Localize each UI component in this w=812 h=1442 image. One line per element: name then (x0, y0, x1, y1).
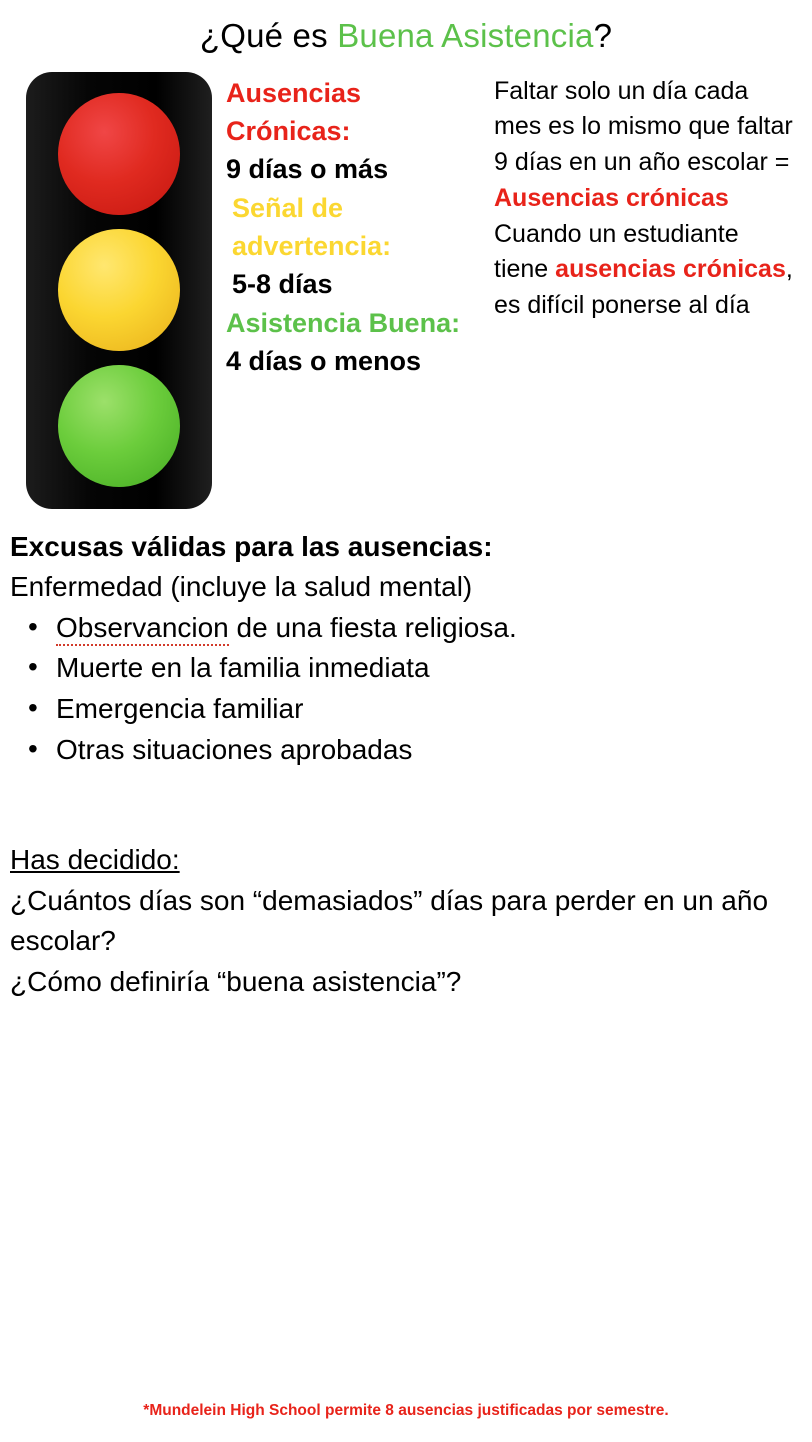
page-title (0, 0, 812, 56)
explanation-emphasis-1: Ausencias crónicas (494, 183, 729, 212)
excuses-heading: Excusas válidas para las ausencias: (10, 530, 493, 562)
red-lamp-icon (58, 93, 180, 215)
green-lamp-icon (58, 365, 180, 487)
misspelled-word: Observancion (56, 612, 229, 646)
title-suffix: ? (593, 17, 613, 54)
list-item-text: Emergencia familiar (56, 692, 304, 724)
decision-heading: Has decidido: (10, 844, 180, 876)
traffic-light-icon (26, 72, 212, 509)
footnote: *Mundelein High School permite 8 ausencias justificadas por semestre. (143, 1402, 669, 1419)
list-item (52, 648, 796, 689)
decision-question-1: ¿Cuántos días son “demasiados” días para perder en un año escolar? (10, 884, 769, 957)
decision-question-2: ¿Cómo definiría “buena asistencia”? (10, 965, 462, 997)
explanation-line-1: Faltar solo un día cada mes es lo mismo que faltar 9 días en un año escolar = (494, 76, 793, 177)
title-prefix: ¿Qué es (199, 17, 338, 54)
list-item-text: Muerte en la familia inmediata (56, 652, 430, 684)
explanation-emphasis-2: ausencias crónicas (555, 255, 786, 284)
list-item (52, 689, 796, 730)
excuses-list (10, 608, 796, 770)
explanation-line-3: , es difícil ponerse al día (494, 255, 793, 320)
list-item (52, 608, 796, 649)
explanation-text (480, 68, 798, 324)
level-label-warning: Señal de advertencia: (232, 192, 392, 261)
explanation-line-2: Cuando un estudiante tiene (494, 219, 739, 284)
excuses-section (0, 509, 812, 771)
decision-section (0, 770, 812, 1002)
top-section (0, 56, 812, 509)
levels-list (212, 68, 480, 381)
level-label-chronic: Ausencias Crónicas: (226, 77, 362, 146)
excuses-first-item: Enfermedad (incluye la salud mental) (10, 571, 473, 603)
level-label-good: Asistencia Buena: (226, 307, 461, 338)
yellow-lamp-icon (58, 229, 180, 351)
list-item (52, 730, 796, 771)
level-value-good: 4 días o menos (226, 345, 422, 376)
level-value-warning: 5-8 días (232, 269, 333, 300)
list-item-text: de una fiesta religiosa. (228, 611, 517, 643)
title-highlight: Buena Asistencia (337, 17, 594, 54)
list-item-text: Otras situaciones aprobadas (56, 733, 413, 765)
level-value-chronic: 9 días o más (226, 154, 389, 185)
